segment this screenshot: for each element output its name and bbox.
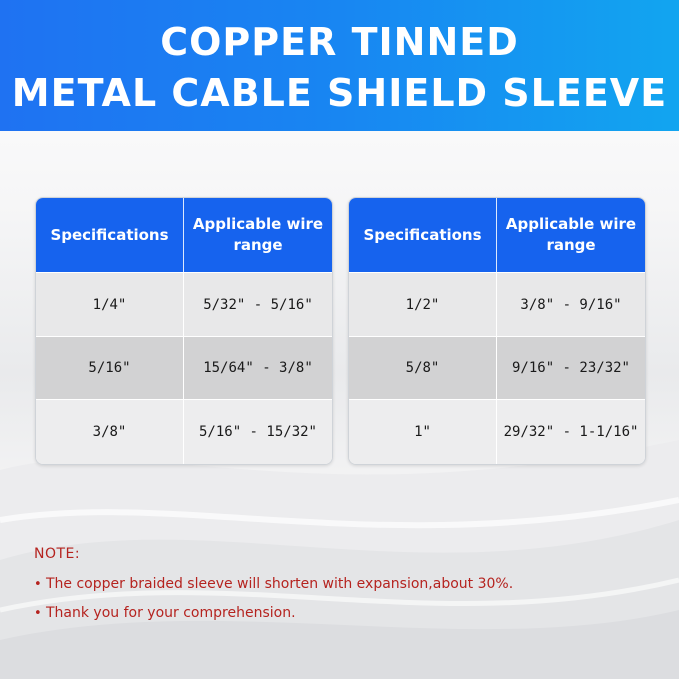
table-cell-spec: 3/8" <box>36 399 183 464</box>
table-cell-spec: 1/2" <box>349 272 496 336</box>
page-title-line-1: COPPER TINNED <box>160 20 519 64</box>
page-title-line-2: METAL CABLE SHIELD SLEEVE <box>11 71 668 115</box>
note-item-text: The copper braided sleeve will shorten with expansion,about 30%. <box>46 576 514 592</box>
bullet-icon: • <box>34 576 42 592</box>
table-cell-range: 9/16" - 23/32" <box>496 336 645 399</box>
table-header-wire-range: Applicable wire range <box>183 198 332 272</box>
table-cell-range: 15/64" - 3/8" <box>183 336 332 399</box>
note-title: NOTE: <box>34 546 81 562</box>
note-item <box>34 576 513 592</box>
table-cell-range: 3/8" - 9/16" <box>496 272 645 336</box>
table-cell-spec: 5/8" <box>349 336 496 399</box>
spec-table-right <box>348 197 646 465</box>
note-section <box>34 546 513 634</box>
table-cell-range: 5/32" - 5/16" <box>183 272 332 336</box>
table-cell-range: 29/32" - 1-1/16" <box>496 399 645 464</box>
table-header-specifications: Specifications <box>36 198 183 272</box>
bullet-icon: • <box>34 605 42 621</box>
note-item-text: Thank you for your comprehension. <box>46 605 296 621</box>
note-item <box>34 605 513 621</box>
table-header-specifications: Specifications <box>349 198 496 272</box>
title-banner <box>0 0 679 131</box>
table-cell-range: 5/16" - 15/32" <box>183 399 332 464</box>
table-header-wire-range: Applicable wire range <box>496 198 645 272</box>
table-cell-spec: 5/16" <box>36 336 183 399</box>
table-cell-spec: 1" <box>349 399 496 464</box>
spec-table-left <box>35 197 333 465</box>
table-cell-spec: 1/4" <box>36 272 183 336</box>
